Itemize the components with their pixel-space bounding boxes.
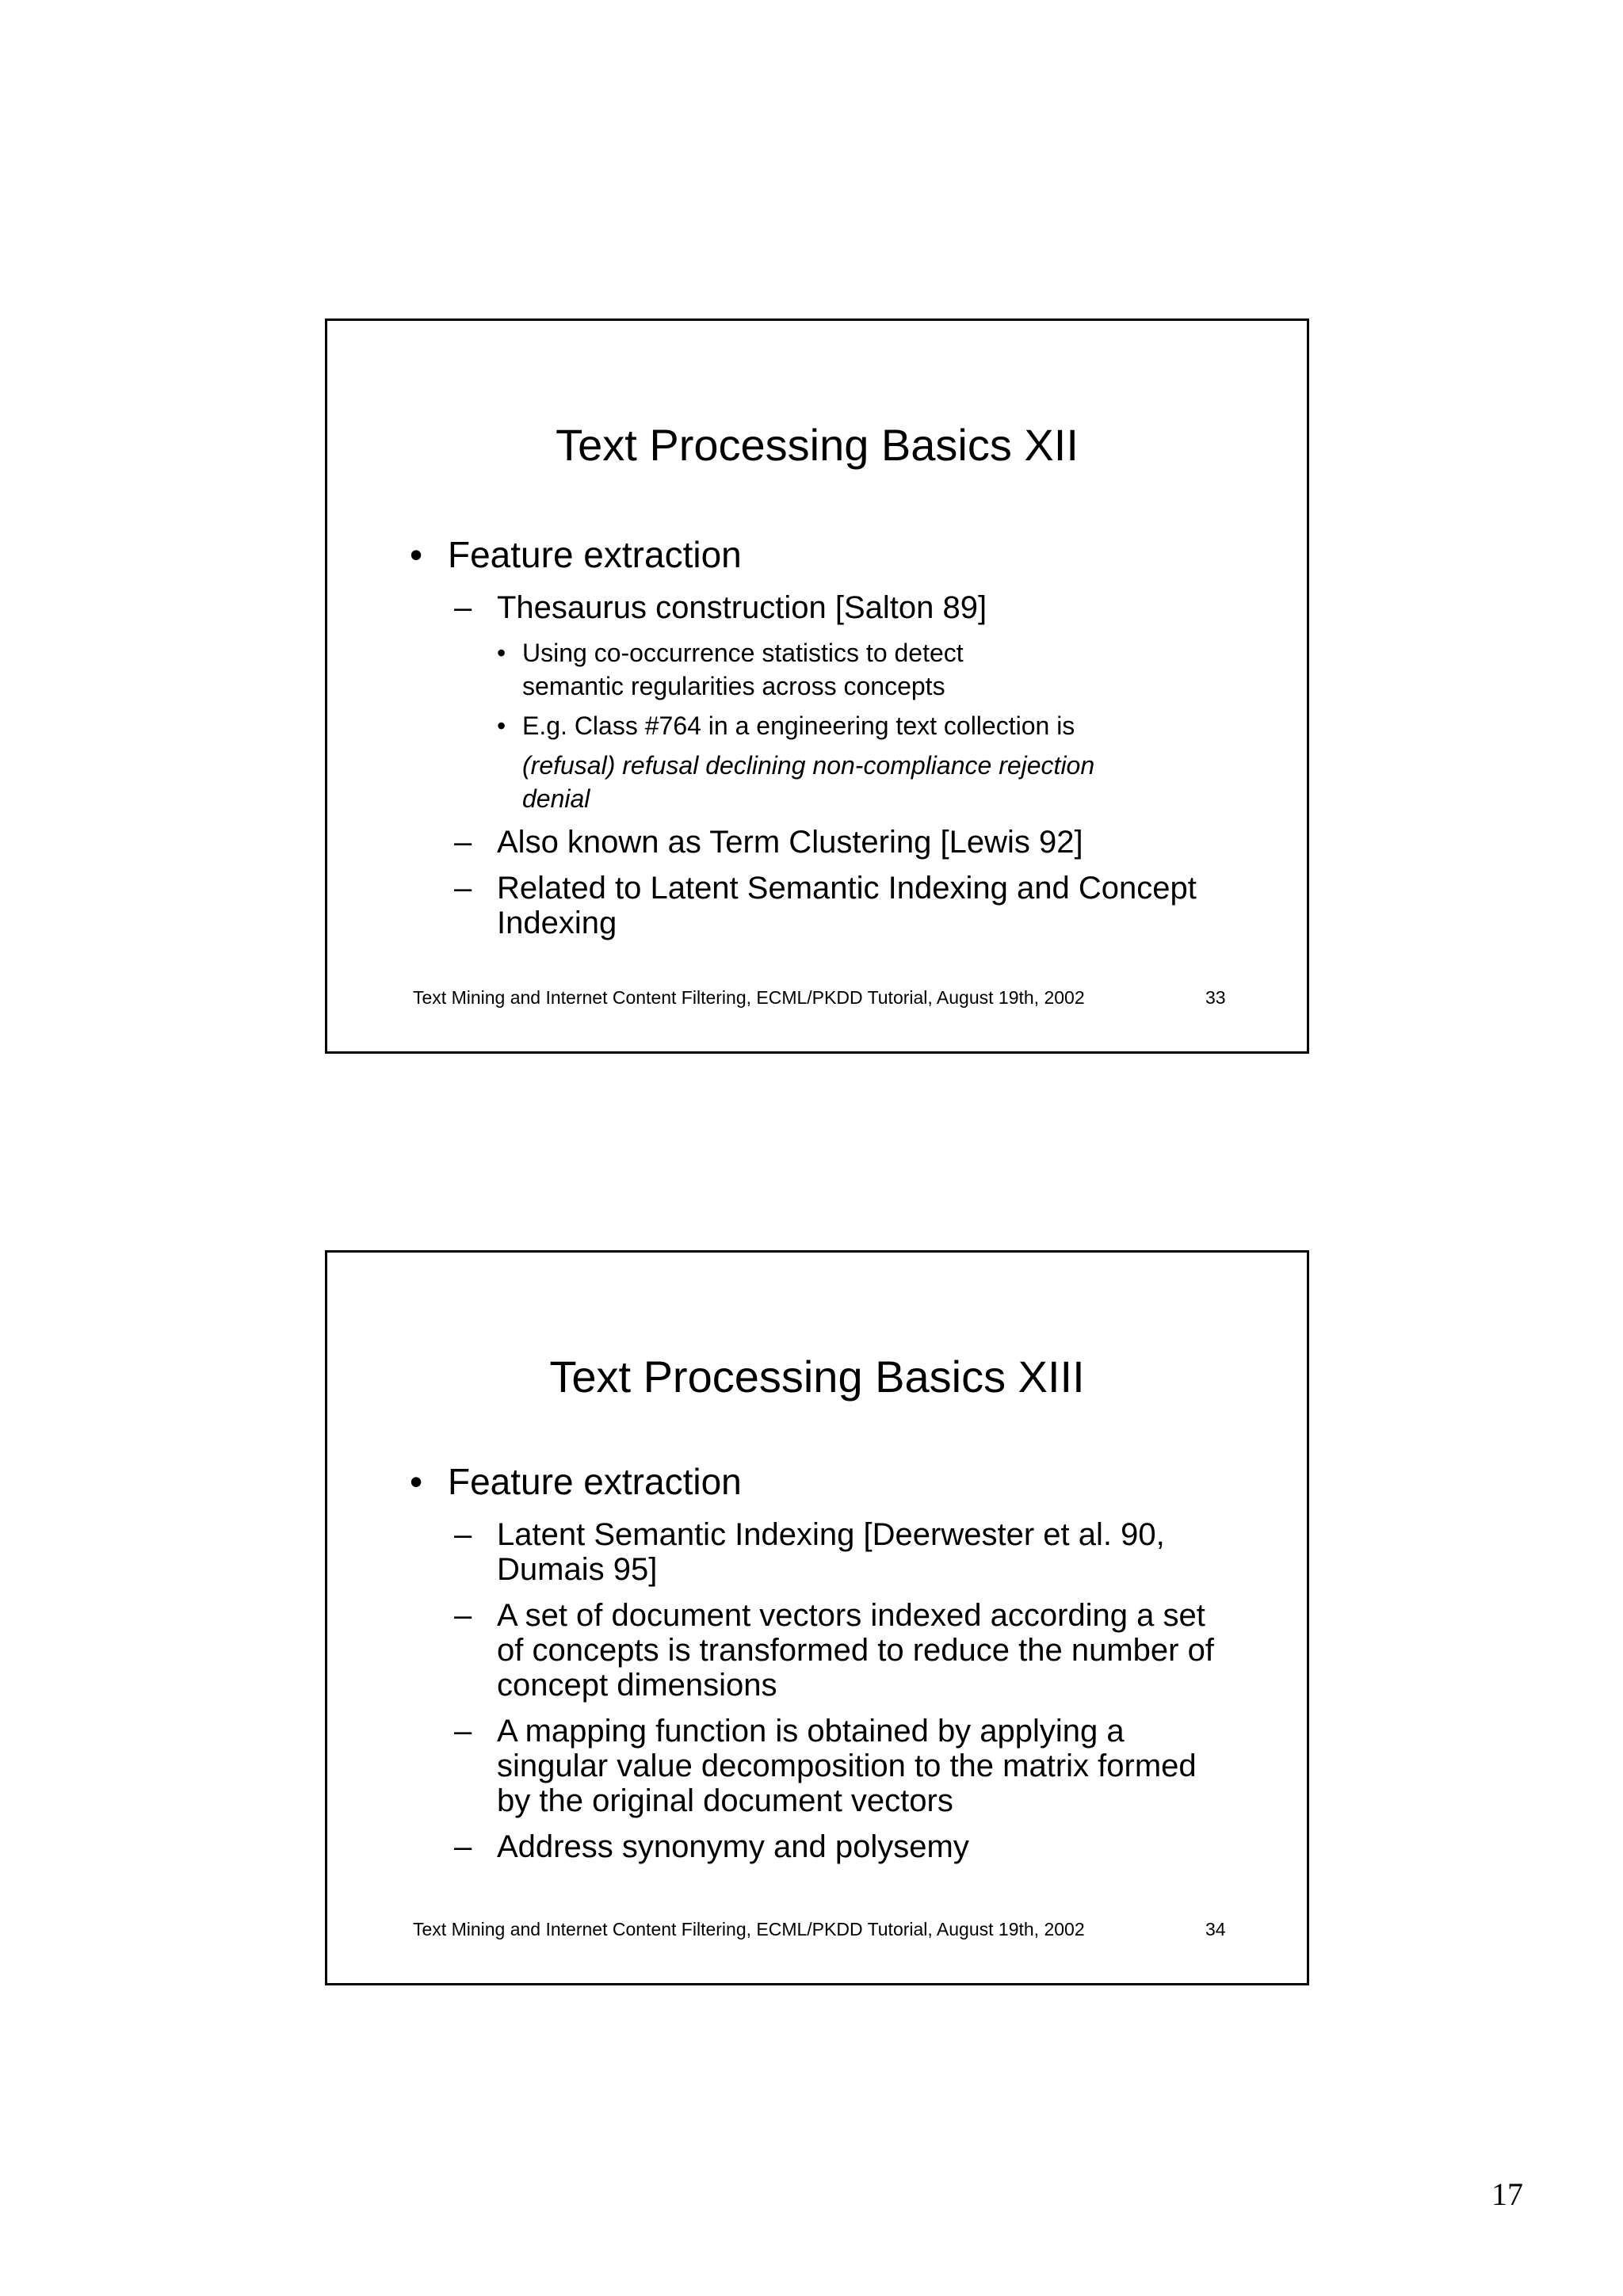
slide-number: 34 — [1205, 1919, 1226, 1939]
sub-item — [454, 1598, 1234, 1703]
page-number: 17 — [1491, 2176, 1523, 2212]
sub-item-text: Thesaurus construction [Salton 89] — [497, 590, 987, 625]
slide-title: Text Processing Basics XIII — [549, 1352, 1085, 1402]
sub-item — [454, 825, 1226, 860]
bullet-marker: • — [410, 534, 423, 575]
bullet-item — [410, 1463, 1226, 1500]
example-text: (refusal) refusal declining non-compliance rejection denial — [522, 751, 1095, 813]
dash-marker: – — [454, 1829, 472, 1864]
dash-marker: – — [454, 871, 472, 906]
dash-marker: – — [454, 825, 472, 860]
bullet-marker: • — [497, 711, 506, 740]
slide-title: Text Processing Basics XII — [556, 420, 1079, 470]
slide-footer: Text Mining and Internet Content Filtering, ECML/PKDD Tutorial, August 19th, 2002 — [413, 1919, 1085, 1939]
slide-content — [410, 536, 1226, 952]
bullet-marker: • — [497, 639, 506, 667]
sub-item-text: A mapping function is obtained by applying a singular value decomposition to the matrix formed by the original document vectors — [497, 1714, 1197, 1818]
sub-item-text: Related to Latent Semantic Indexing and Concept Indexing — [497, 871, 1197, 940]
dash-marker: – — [454, 590, 472, 625]
bullet-text: Feature extraction — [448, 534, 742, 575]
sub-item-text: Address synonymy and polysemy — [497, 1829, 969, 1864]
sub-item-text: A set of document vectors indexed according a set of concepts is transformed to reduce the number of concept dimensions — [497, 1598, 1214, 1703]
dash-marker: – — [454, 1598, 472, 1633]
dash-marker: – — [454, 1517, 472, 1552]
bullet-item — [410, 536, 1226, 573]
sub-item — [454, 590, 1226, 625]
sub-item-text: Latent Semantic Indexing [Deerwester et al. 90, Dumais 95] — [497, 1517, 1165, 1587]
sub-item — [454, 1517, 1210, 1587]
slide-number: 33 — [1205, 987, 1226, 1008]
sub-item — [454, 1829, 1226, 1864]
slide-content — [410, 1463, 1226, 1875]
bullet-text: Feature extraction — [448, 1461, 742, 1502]
sub-item-text: Also known as Term Clustering [Lewis 92] — [497, 825, 1083, 860]
sub-item — [454, 1714, 1234, 1818]
slide-33 — [325, 318, 1309, 1054]
sub-sub-item — [497, 709, 1226, 742]
sub-sub-item-text: Using co-occurrence statistics to detect semantic regularities across concepts — [522, 639, 964, 700]
bullet-marker: • — [410, 1461, 423, 1502]
sub-sub-item-text: E.g. Class #764 in a engineering text collection is — [522, 711, 1075, 740]
sub-sub-item — [497, 636, 1029, 703]
sub-item — [454, 871, 1210, 940]
slide-footer: Text Mining and Internet Content Filtering, ECML/PKDD Tutorial, August 19th, 2002 — [413, 987, 1085, 1008]
slide-34 — [325, 1250, 1309, 1985]
dash-marker: – — [454, 1714, 472, 1749]
